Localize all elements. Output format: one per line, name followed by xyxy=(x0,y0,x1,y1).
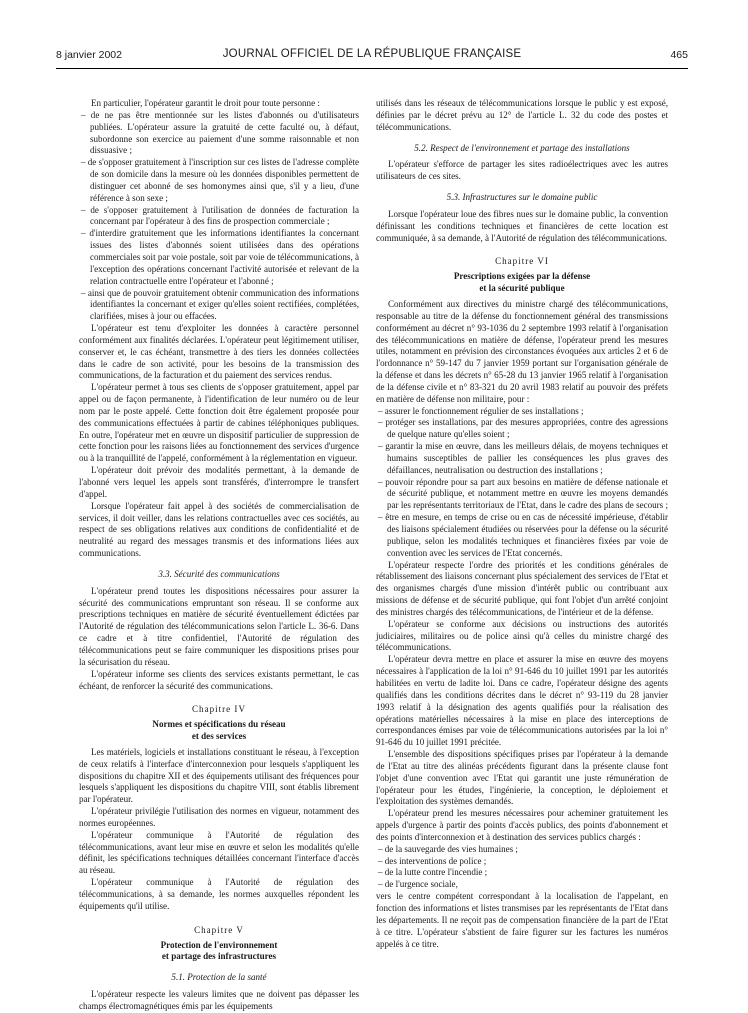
paragraph: Conformément aux directives du ministre chargé des télécommunications, responsable au titre de la défense du fonctionnement général des transmissions conformément au décret n° 93-1036 du 2 septembre 1993 relatif à l'organisation des télécommunications en matière de défense, l'opérateur prend les mesures utiles, notamment en prévision des circonstances évoquées aux articles 2 et 6 de l'ordonnance n° 59-147 du 7 janvier 1959 portant sur l'organisation générale de la défense et dans les décrets n° 65-28 du 13 janvier 1965 relatif à l'organisation de la défense civile et n° 83-321 du 20 avril 1983 relatif au pouvoir des préfets en matière de défense non militaire, pour : xyxy=(376,298,668,404)
emergency-services-list xyxy=(376,844,668,891)
paragraph: L'opérateur respecte les valeurs limites que ne doivent pas dépasser les champs électromagnétiques émis par les équipements xyxy=(79,989,359,1011)
chapter-title-line: et partage des infrastructures xyxy=(161,951,277,962)
paragraph: L'opérateur s'efforce de partager les sites radioélectriques avec les autres utilisateurs de ces sites. xyxy=(376,159,668,182)
paragraph-continued: utilisés dans les réseaux de télécommunications lorsque le public y est exposé, définies par le décret prévu au 12° de l'article L. 32 du code des postes et télécommunications. xyxy=(376,98,668,132)
section-heading-5-3: 5.3. Infrastructures sur le domaine public xyxy=(446,192,598,203)
paragraph: L'ensemble des dispositions spécifiques prises par l'opérateur à la demande de l'Etat au titre des alinéas précédents figurant dans la présente clause font l'objet d'une convention avec l'Etat qui garantit une juste rémunération de l'opérateur pour les études, l'ingénierie, la conception, le déploiement et l'exploitation des systèmes demandés. xyxy=(376,749,668,807)
chapter-title-line: Prescriptions exigées par la défense xyxy=(453,271,591,282)
rights-intro: En particulier, l'opérateur garantit le droit pour toute personne : xyxy=(91,98,320,108)
paragraph: L'opérateur respecte l'ordre des priorités et les conditions générales de rétablissement des liaisons concernant plus spécialement des services de l'Etat et des organismes chargés d'une mission d'intérêt public ou contribuant aux missions de défense et de sécurité publique, qui font l'objet d'un arrêté conjoint des ministres chargés des télécommunications, de l'intérieur et de la défense. xyxy=(376,559,668,617)
right-column xyxy=(376,98,668,950)
section-heading-3-3: 3.3. Sécurité des communications xyxy=(158,568,280,579)
service-item: – des interventions de police ; xyxy=(378,855,487,866)
chapter-label-vi: Chapitre VI xyxy=(495,256,549,267)
paragraph: L'opérateur se conforme aux décisions ou instructions des autorités judiciaires, militaires ou de police ainsi qu'à celles du ministre chargé des télécommunications. xyxy=(376,618,668,653)
rights-item: – d'interdire gratuitement que les informations identifiantes la concernant issues des listes d'abonnés soient utilisées dans des opérations commerciales soit par voie postale, soit par voie de télécommunications, à l'exception des opérations concernant l'activité autorisée et relevant de la relation contractuelle entre l'opérateur et l'abonné ; xyxy=(81,228,359,286)
paragraph: Lorsque l'opérateur fait appel à des sociétés de commercialisation de services, il doit veiller, dans les relations contractuelles avec ces sociétés, au respect de ses obligations relatives aux conditions de confidentialité et de neutralité au regard des messages transmis et des informations liées aux communications. xyxy=(79,500,359,559)
chapter-label-v: Chapitre V xyxy=(194,924,244,935)
chapter-title-line: Protection de l'environnement xyxy=(160,939,278,950)
chapter-title-v xyxy=(79,940,359,964)
header-date: 8 janvier 2002 xyxy=(56,49,122,61)
measure-item: – garantir la mise en œuvre, dans les meilleurs délais, de moyens techniques et humains susceptibles de pallier les conséquences les plus graves des défaillances, neutralisation ou destruction des installations ; xyxy=(378,441,668,475)
paragraph: L'opérateur prend toutes les dispositions nécessaires pour assurer la sécurité des communications empruntant son réseau. Il se conforme aux prescriptions techniques en matière de sécurité éventuellement édictées par l'Autorité de régulation des télécommunications selon l'article L. 36-6. Dans ce cadre et à titre confidentiel, l'Autorité de régulation des télécommunications peut se faire communiquer les dispositions prises pour la sécurisation du réseau. xyxy=(79,585,359,667)
section-heading-5-2: 5.2. Respect de l'environnement et partage des installations xyxy=(414,142,630,153)
paragraph: L'opérateur permet à tous ses clients de s'opposer gratuitement, appel par appel ou de façon permanente, à l'identification de leur numéro ou de leur nom par le poste appelé. Cette fonction doit être également proposée pour des communications effectuées à partir de cabines téléphoniques publiques. En outre, l'opérateur met en œuvre un dispositif particulier de suppression de cette fonction pour les raisons liées au fonctionnement des services d'urgence ou à la tranquillité de l'appelé, conformément à la réglementation en vigueur. xyxy=(79,382,359,464)
service-item: – de la sauvegarde des vies humaines ; xyxy=(378,843,518,854)
chapter-title-iv xyxy=(79,719,359,743)
chapter-label-iv: Chapitre IV xyxy=(192,704,246,715)
header-page-number: 465 xyxy=(670,49,688,61)
measure-item: – pouvoir répondre pour sa part aux besoins en matière de défense nationale et de sécurité publique, et notamment mettre en œuvre les moyens demandés par les représentants territoriaux de l'Etat, dans le cadre des plans de secours ; xyxy=(378,476,668,511)
rights-item: – de s'opposer gratuitement à l'utilisation de données de facturation la concernant par l'opérateur à des fins de prospection commerciale ; xyxy=(81,204,359,227)
measure-item: – protéger ses installations, par des mesures appropriées, contre des agressions de quelque nature qu'elles soient ; xyxy=(378,417,668,440)
chapter-title-line: et des services xyxy=(191,731,247,742)
defense-measures-list xyxy=(376,406,668,560)
service-item: – de l'urgence sociale, xyxy=(378,879,458,890)
rights-list xyxy=(79,110,359,323)
paragraph: Les matériels, logiciels et installations constituant le réseau, à l'exception de ceux relatifs à l'interface d'interconnexion pour lesquels s'appliquent les dispositions du chapitre XII et des équipements utilisant des fréquences pour lesquels s'appliquent les dispositions du chapitre VIII, sont établis librement par l'opérateur. xyxy=(79,746,359,805)
rights-item: – de ne pas être mentionnée sur les listes d'abonnés ou d'utilisateurs publiées. L'opérateur assure la gratuité de cette faculté ou, à défaut, subordonne son exercice au paiement d'une somme raisonnable et non dissuasive ; xyxy=(81,109,359,156)
paragraph: L'opérateur informe ses clients des services existants permettant, le cas échéant, de renforcer la sécurité des communications. xyxy=(79,668,359,691)
chapter-title-vi xyxy=(376,271,668,295)
paragraph: L'opérateur est tenu d'exploiter les données à caractère personnel conformément aux finalités déclarées. L'opérateur peut légitimement utiliser, conserver et, le cas échéant, transmettre à des tiers les données collectées dans le cadre de son activité, pour les besoins de la transmission des communications, de la facturation et du paiement des services rendus. xyxy=(79,323,359,381)
measure-item: – être en mesure, en temps de crise ou en cas de nécessité impérieuse, d'établir des liaisons spécialement étudiées ou réservées pour la défense ou la sécurité publique, selon les modalités techniques et financières fixées par voie de convention avec les services de l'Etat concernés. xyxy=(378,512,668,558)
chapter-title-line: et la sécurité publique xyxy=(479,283,565,294)
paragraph: L'opérateur communique à l'Autorité de régulation des télécommunications, à sa demande, les normes auxquelles répondent les équipements qu'il utilise. xyxy=(79,877,359,911)
rights-item: – de s'opposer gratuitement à l'inscription sur ces listes de l'adresse complète de son domicile dans la mesure où les données disponibles permettent de distinguer cet abonné de ses homonymes ainsi que, s'il y a lieu, d'une référence à son sexe ; xyxy=(81,157,359,203)
header-journal-title: JOURNAL OFFICIEL DE LA RÉPUBLIQUE FRANÇAISE xyxy=(222,48,522,60)
paragraph: L'opérateur prend les mesures nécessaires pour acheminer gratuitement les appels d'urgence à partir des points d'accès publics, des points d'abonnement et des points d'interconnexion et à destination des services publics chargés : xyxy=(376,808,668,842)
chapter-title-line: Normes et spécifications du réseau xyxy=(152,719,286,730)
paragraph: L'opérateur doit prévoir des modalités permettant, à la demande de l'abonné vers lequel les appels sont transférés, d'interrompre le transfert d'appel. xyxy=(79,465,359,499)
paragraph: L'opérateur privilégie l'utilisation des normes en vigueur, notamment des normes européennes. xyxy=(79,806,359,828)
paragraph: L'opérateur communique à l'Autorité de régulation des télécommunications, avant leur mise en œuvre et selon les modalités qu'elle définit, les spécifications techniques détaillées concernant l'interface d'accès au réseau. xyxy=(79,829,359,876)
left-column xyxy=(79,98,359,1013)
paragraph: Lorsque l'opérateur loue des fibres nues sur le domaine public, la convention définissant les conditions techniques et financières de cette location est communiquée, à sa demande, à l'Autorité de régulation des télécommunications. xyxy=(376,208,668,243)
measure-item: – assurer le fonctionnement régulier de ses installations ; xyxy=(378,405,584,416)
paragraph: L'opérateur devra mettre en place et assurer la mise en œuvre des moyens nécessaires à l'application de la loi n° 91-646 du 10 juillet 1991 par les autorités habilitées en vertu de ladite loi. Dans ce cadre, l'opérateur désigne des agents qualifiés dans les conditions décrites dans le décret n° 93-119 du 28 janvier 1993 relatif à la désignation des agents qualifiés pour la réalisation des opérations matérielles nécessaires à la mise en place des interceptions de correspondances émises par voie de télécommunications autorisées par la loi n° 91-646 du 10 juillet 1991 précitée. xyxy=(376,654,668,748)
section-heading-5-1: 5.1. Protection de la santé xyxy=(171,972,267,983)
paragraph: vers le centre compétent correspondant à la localisation de l'appelant, en fonction des informations et listes transmises par les représentants de l'Etat dans les départements. Il ne reçoit pas de compensation financière de la part de l'Etat à ce titre. L'opérateur s'abstient de faire figurer sur les factures les numéros appelés à ce titre. xyxy=(376,891,668,949)
rights-item: – ainsi que de pouvoir gratuitement obtenir communication des informations identifiantes la concernant et exiger qu'elles soient rectifiées, complétées, clarifiées, mises à jour ou effacées. xyxy=(81,287,359,322)
service-item: – de la lutte contre l'incendie ; xyxy=(378,867,488,878)
page-header xyxy=(56,46,688,69)
